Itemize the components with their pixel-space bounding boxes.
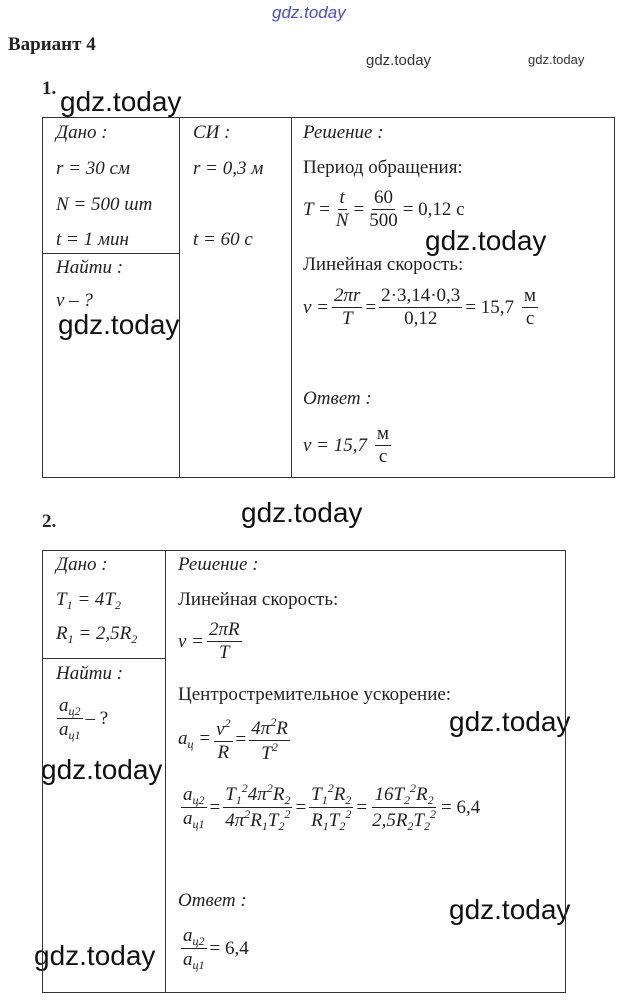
- speed-label: Линейная скорость:: [178, 589, 339, 610]
- period-formula: T = $\frac{t}{N}$ = $\frac{60}{500}$ = 0,12 с: [303, 187, 465, 231]
- answer-header: Ответ :: [303, 388, 372, 409]
- speed-formula: v = $\frac{2\pi R}{T}$: [178, 619, 240, 663]
- speed-label: Линейная скорость:: [303, 254, 464, 275]
- find-header: Найти :: [56, 257, 124, 278]
- given-radius: r = 30 см: [56, 158, 131, 179]
- watermark: gdz.today: [58, 309, 180, 340]
- find-header: Найти :: [56, 663, 124, 684]
- accel-formula: $a_ц$ = $\frac{v^2}{R}$ = $\frac{4\pi^2R}{T^2}$: [178, 715, 288, 764]
- solution-header: Решение :: [178, 554, 259, 575]
- table-divider: [42, 253, 180, 254]
- task-number: 2.: [42, 511, 57, 532]
- watermark-top: gdz.today: [272, 3, 346, 22]
- page-title: Вариант 4: [8, 34, 96, 55]
- given-period: $T_1 = 4T_2$: [56, 589, 121, 612]
- si-radius: r = 0,3 м: [193, 158, 264, 179]
- si-time: t = 60 с: [193, 229, 253, 250]
- watermark: gdz.today: [241, 497, 363, 528]
- given-radius: $R_1 = 2,5R_2$: [56, 623, 138, 646]
- watermark: gdz.today: [425, 225, 547, 256]
- watermark: gdz.today: [34, 940, 156, 971]
- watermark: gdz.today: [60, 86, 182, 117]
- si-header: СИ :: [193, 122, 231, 143]
- given-time: t = 1 мин: [56, 229, 129, 250]
- given-count: N = 500 шт: [56, 194, 153, 215]
- watermark: gdz.today: [449, 706, 571, 737]
- table-divider: [179, 117, 180, 478]
- find-value: v – ?: [56, 290, 93, 311]
- period-label: Период обращения:: [303, 157, 463, 178]
- given-header: Дано :: [56, 554, 108, 575]
- watermark: gdz.today: [41, 754, 163, 785]
- solution-header: Решение :: [303, 122, 384, 143]
- table-divider: [165, 550, 166, 993]
- watermark: gdz.today: [366, 52, 432, 69]
- table-divider: [42, 658, 166, 659]
- ratio-formula: $\frac{a_{ц2}}{a_{ц1}}$ = $\frac{T_1^24\pi^2R_2}{4\pi^2R_1T_2^2}$ = $\frac{T_1^2R_2}{R_1T_2^2}$ = $\frac{16T_2^2R_2}{2,5R_2T_2^2}$ = 6,4: [183, 781, 481, 834]
- answer-value: $\frac{a_{ц2}}{a_{ц1}}$ = 6,4: [183, 925, 249, 973]
- find-value: $\frac{a_{ц2}}{a_{ц1}}$ – ?: [59, 695, 109, 743]
- given-header: Дано :: [56, 122, 108, 143]
- accel-label: Центростремительное ускорение:: [178, 684, 452, 705]
- watermark: gdz.today: [449, 894, 571, 925]
- table-divider: [291, 117, 292, 478]
- answer-header: Ответ :: [178, 890, 247, 911]
- watermark: gdz.today: [528, 52, 585, 67]
- task-number: 1.: [42, 78, 57, 99]
- answer-value: v = 15,7 $\frac{м}{с}$: [303, 423, 390, 467]
- task2-table: [42, 550, 566, 993]
- speed-formula: v = $\frac{2\pi r}{T}$ = $\frac{2\cdot 3,14\cdot 0,3}{0,12}$ = 15,7 $\frac{м}{с}$: [303, 285, 537, 329]
